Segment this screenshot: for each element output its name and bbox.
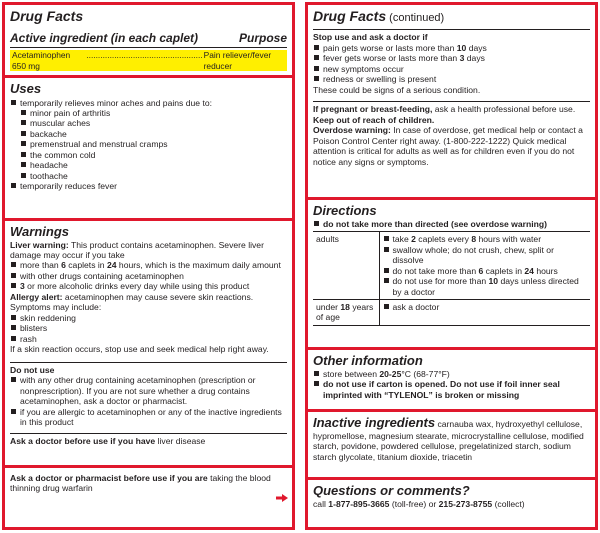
list-item: pain gets worse or lasts more than 10 days xyxy=(313,43,590,53)
inactive-ingredients-text: Inactive ingredients carnauba wax, hydroxyethyl cellulose, hypromellose, magnesium stearate, microcrystalline cellulose, modified starch, povidone, powdered cellulose, pregelatinized starch, sodium starch glycolate, titanium dioxide, triacetin xyxy=(313,415,584,462)
under-18-label: under 18 years of age xyxy=(313,299,379,325)
list-item: if you are allergic to acetaminophen or any of the inactive ingredients in this product xyxy=(10,407,287,428)
stop-use-list xyxy=(313,43,590,85)
list-item: blisters xyxy=(10,323,287,333)
stop-use-section xyxy=(308,5,595,200)
skin-reaction-text: If a skin reaction occurs, stop use and seek medical help right away. xyxy=(10,344,269,355)
directions-lead: do not take more than directed (see overdose warning) xyxy=(313,219,590,229)
list-item: headache xyxy=(10,160,287,170)
drug-facts-continued-title: Drug Facts (continued) xyxy=(313,8,445,24)
pregnancy-warning: If pregnant or breast-feeding, ask a health professional before use. xyxy=(313,104,576,115)
ask-doctor-text: Ask a doctor before use if you have liver disease xyxy=(10,435,206,446)
divider xyxy=(10,362,287,363)
inactive-ingredients-section xyxy=(308,412,595,480)
questions-section xyxy=(308,480,595,512)
do-not-use-heading: Do not use xyxy=(10,364,55,375)
uses-section xyxy=(5,78,292,221)
do-not-use-list xyxy=(10,375,287,427)
list-item: muscular aches xyxy=(10,118,287,128)
liver-warning: Liver warning: This product contains acetaminophen. Severe liver damage may occur if you take xyxy=(10,239,264,260)
divider xyxy=(313,29,590,30)
list-item: do not take more than 6 caplets in 24 hours xyxy=(383,266,588,276)
ask-pharmacist-text: Ask a doctor or pharmacist before use if you are taking the blood thinning drug warfarin xyxy=(10,472,271,494)
table-row xyxy=(313,299,590,325)
allergy-list xyxy=(10,313,287,344)
red-arrow-icon xyxy=(276,494,288,502)
list-item: backache xyxy=(10,129,287,139)
overdose-warning: Overdose warning: In case of overdose, get medical help or contact a Poison Control Center right away. (1-800-222-1222) Quick medical attention is critical for adults as well as for children even if you do not notice any signs or symptoms. xyxy=(313,125,583,167)
warnings-section xyxy=(5,221,292,468)
active-ingredient-header: Active ingredient (in each caplet) Purpose xyxy=(10,31,287,49)
directions-section xyxy=(308,200,595,350)
list-item: temporarily reduces fever xyxy=(10,181,287,191)
allergy-alert: Allergy alert: acetaminophen may cause severe skin reactions. Symptoms may include: xyxy=(10,291,254,313)
list-item: minor pain of arthritis xyxy=(10,108,287,118)
stop-use-heading: Stop use and ask a doctor if xyxy=(313,32,428,43)
serious-condition-note: These could be signs of a serious condition. xyxy=(313,84,481,95)
divider xyxy=(10,433,287,434)
list-item: do not use for more than 10 days unless directed by a doctor xyxy=(383,276,588,297)
list-item: toothache xyxy=(10,171,287,181)
table-row xyxy=(313,232,590,300)
list-item: the common cold xyxy=(10,150,287,160)
phone-toll-free[interactable]: 1-877-895-3665 xyxy=(328,498,390,509)
other-information-section xyxy=(308,350,595,412)
questions-heading: Questions or comments? xyxy=(313,483,470,498)
uses-heading: Uses xyxy=(10,80,42,96)
phone-collect[interactable]: 215-273-8755 xyxy=(438,498,493,509)
divider xyxy=(313,101,590,102)
list-item: 3 or more alcoholic drinks every day while using this product xyxy=(10,281,287,291)
list-item: fever gets worse or lasts more than 3 days xyxy=(313,53,590,63)
list-item: redness or swelling is present xyxy=(313,74,590,84)
ask-pharmacist-section xyxy=(5,468,292,508)
directions-heading: Directions xyxy=(313,203,377,218)
list-item: with any other drug containing acetaminophen (prescription or nonprescription). If you are not sure whether a drug contains acetaminophen, ask a doctor or pharmacist. xyxy=(10,375,287,406)
list-item: ask a doctor xyxy=(383,302,588,312)
list-item: more than 6 caplets in 24 hours, which is the maximum daily amount xyxy=(10,260,287,270)
keep-out-of-reach: Keep out of reach of children. xyxy=(313,114,435,125)
list-item: swallow whole; do not crush, chew, split or dissolve xyxy=(383,245,588,266)
list-item: skin reddening xyxy=(10,313,287,323)
list-item: rash xyxy=(10,334,287,344)
list-item: with other drugs containing acetaminophen xyxy=(10,271,287,281)
liver-warning-list xyxy=(10,260,287,291)
list-item: temporarily relieves minor aches and pains due to: xyxy=(10,98,287,108)
drug-facts-title: Drug Facts xyxy=(10,8,84,24)
list-item: new symptoms occur xyxy=(313,64,590,74)
directions-table xyxy=(313,231,590,326)
list-item: do not use if carton is opened. Do not use if foil inner seal imprinted with “TYLENOL” is broken or missing xyxy=(313,379,590,400)
ingredient-row: Acetaminophen 650 mg .................................................. Pain reliever/fever reducer xyxy=(10,50,287,71)
drug-facts-panel-left xyxy=(2,2,295,530)
active-ingredient-section xyxy=(5,5,292,78)
adults-label: adults xyxy=(313,232,379,300)
list-item: store between 20-25°C (68-77°F) xyxy=(313,369,590,379)
other-information-heading: Other information xyxy=(313,353,423,368)
drug-facts-panel-right xyxy=(305,2,598,530)
contact-phones: call 1-877-895-3665 (toll-free) or 215-273-8755 (collect) xyxy=(313,498,525,509)
warnings-heading: Warnings xyxy=(10,223,69,239)
list-item: premenstrual and menstrual cramps xyxy=(10,139,287,149)
uses-list xyxy=(10,98,287,192)
list-item: take 2 caplets every 8 hours with water xyxy=(383,234,588,244)
